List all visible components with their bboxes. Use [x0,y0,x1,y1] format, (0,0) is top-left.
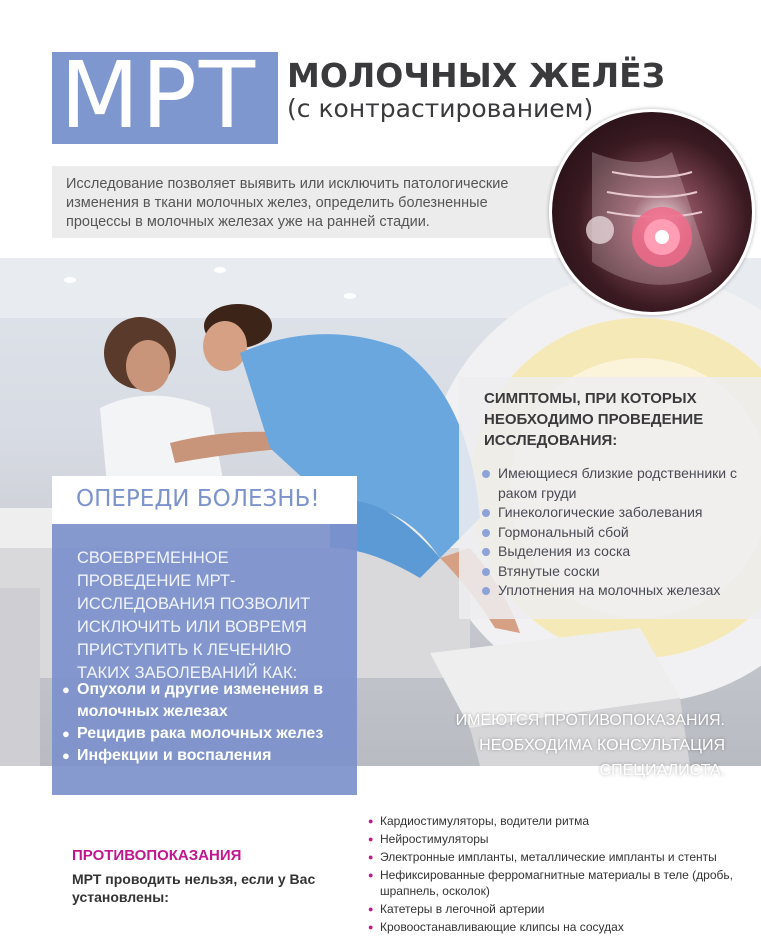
list-item: ● Кардиостимуляторы, водители ритма [368,814,738,830]
warning-line-1: ИМЕЮТСЯ ПРОТИВОПОКАЗАНИЯ. [455,712,725,729]
intro-text: Исследование позволяет выявить или исключить патологические изменения в ткани молочных желез, определить болезненные процессы в молочных железах уже на ранней стадии. [66,176,509,230]
contraindications-list [368,814,738,938]
list-item: Гинекологические заболевания [482,503,752,523]
list-item: Выделения из соска [482,542,752,562]
list-item: Уплотнения на молочных железах [482,581,752,601]
breast-anatomy-image [549,109,755,315]
warning-line-2: НЕОБХОДИМА КОНСУЛЬТАЦИЯ СПЕЦИАЛИСТА. [479,737,725,779]
list-item: Втянутые соски [482,562,752,582]
prevention-list [62,679,352,767]
list-item: Имеющиеся близкие родственники с раком груди [482,464,752,503]
symptoms-title: СИМПТОМЫ, ПРИ КОТОРЫХ НЕОБХОДИМО ПРОВЕДЕНИЕ ИССЛЕДОВАНИЯ: [484,390,704,449]
list-item: ● Рецидив рака молочных желез [62,723,352,745]
list-item: ● Катетеры в легочной артерии [368,902,738,918]
prevention-description: СВОЕВРЕМЕННОЕ ПРОВЕДЕНИЕ МРТ-ИССЛЕДОВАНИЯ ПОЗВОЛИТ ИСКЛЮЧИТЬ ИЛИ ВОВРЕМЯ ПРИСТУПИТЬ К ЛЕЧЕНИЮ ТАКИХ ЗАБОЛЕВАНИЙ КАК: [77,549,311,682]
page-subtitle: (с контрастированием) [287,94,594,123]
prevention-title: ОПЕРЕДИ БОЛЕЗНЬ! [76,486,320,512]
symptoms-list [482,464,752,601]
list-item: ● Нейростимуляторы [368,832,738,848]
list-item: ● Опухоли и другие изменения в молочных железах [62,679,352,723]
contraindications-title: ПРОТИВОПОКАЗАНИЯ [72,847,242,864]
list-item: ● Нефиксированные ферромагнитные материалы в теле (дробь, шрапнель, осколок) [368,868,738,899]
contraindications-subtitle: МРТ проводить нельзя, если у Вас установлены: [72,871,316,905]
page-title: МОЛОЧНЫХ ЖЕЛЁЗ [287,56,666,95]
mrt-logo-text: МРТ [60,42,258,149]
contraindication-warning [395,708,725,783]
list-item: Гормональный сбой [482,523,752,543]
list-item: ● Кровоостанавливающие клипсы на сосудах [368,920,738,936]
anatomy-illustration [552,112,752,312]
list-item: ● Инфекции и воспаления [62,745,352,767]
list-item: ● Электронные импланты, металлические импланты и стенты [368,850,738,866]
